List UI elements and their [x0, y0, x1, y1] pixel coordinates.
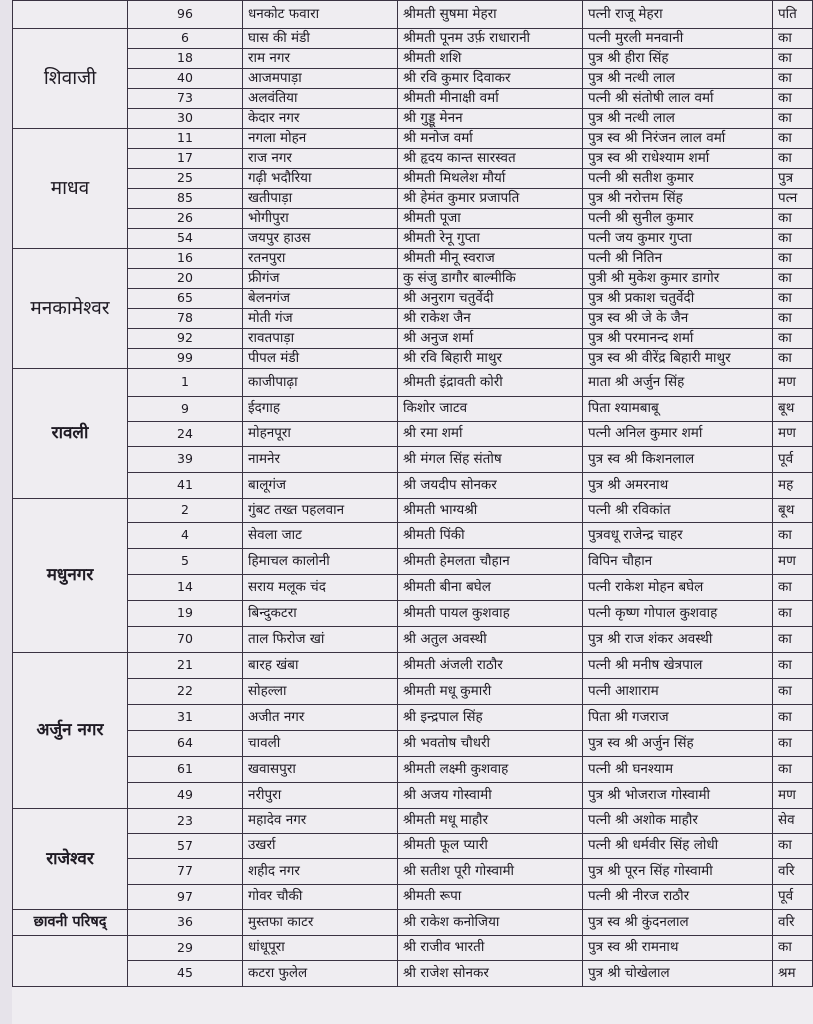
zone-name-cell [13, 936, 128, 987]
relation-cell: पत्नी मुरली मनवानी [583, 29, 773, 49]
relation-cell: पत्नी श्री सतीश कुमार [583, 169, 773, 189]
ward-cell: गुंबट तख्त पहलवान [243, 499, 398, 523]
table-row [13, 783, 813, 809]
no-cell: 70 [128, 627, 243, 653]
ward-cell: काजीपाढ़ा [243, 369, 398, 397]
table-row [13, 29, 813, 49]
relation-cell: पुत्र स्व श्री रामनाथ [583, 936, 773, 961]
table-row [13, 129, 813, 149]
ward-cell: जयपुर हाउस [243, 229, 398, 249]
no-cell: 16 [128, 249, 243, 269]
table-row [13, 936, 813, 961]
name-cell: श्री जयदीप सोनकर [398, 473, 583, 499]
table-row [13, 885, 813, 910]
extra-cell: पूर्व [773, 447, 813, 473]
table-row [13, 627, 813, 653]
extra-cell: का [773, 129, 813, 149]
name-cell: श्रीमती मिथलेश मौर्या [398, 169, 583, 189]
ward-cell: मुस्तफा काटर [243, 910, 398, 936]
table-row [13, 269, 813, 289]
extra-cell: का [773, 249, 813, 269]
extra-cell: का [773, 69, 813, 89]
no-cell: 31 [128, 705, 243, 731]
ward-cell: उखर्रा [243, 834, 398, 859]
relation-cell: पुत्र स्व श्री कुंदनलाल [583, 910, 773, 936]
name-cell: श्री अनुज शर्मा [398, 329, 583, 349]
page-left-margin [0, 0, 12, 1024]
ward-cell: बेलनगंज [243, 289, 398, 309]
extra-cell: का [773, 679, 813, 705]
relation-cell: पत्नी श्री सुनील कुमार [583, 209, 773, 229]
name-cell: श्री हृदय कान्त सारस्वत [398, 149, 583, 169]
extra-cell: का [773, 653, 813, 679]
extra-cell: वरि [773, 910, 813, 936]
table-row [13, 705, 813, 731]
name-cell: श्रीमती इंद्रावती कोरी [398, 369, 583, 397]
no-cell: 54 [128, 229, 243, 249]
name-cell: श्रीमती पूनम उर्फ़ राधारानी [398, 29, 583, 49]
ward-cell: धनकोट फवारा [243, 1, 398, 29]
no-cell: 23 [128, 809, 243, 834]
extra-cell: का [773, 109, 813, 129]
ward-cell: बारह खंबा [243, 653, 398, 679]
zone-name-cell: राजेश्वर [13, 809, 128, 910]
extra-cell: बूथ [773, 499, 813, 523]
table-row [13, 653, 813, 679]
extra-cell: का [773, 29, 813, 49]
ward-cell: गढ़ी भदौरिया [243, 169, 398, 189]
ward-cell: सराय मलूक चंद [243, 575, 398, 601]
name-cell: किशोर जाटव [398, 397, 583, 422]
extra-cell: का [773, 229, 813, 249]
relation-cell: पुत्री श्री मुकेश कुमार डागोर [583, 269, 773, 289]
relation-cell: पत्नी श्री रविकांत [583, 499, 773, 523]
zone-name-cell: अर्जुन नगर [13, 653, 128, 809]
zone-name-cell: माधव [13, 129, 128, 249]
relation-cell: पिता श्री गजराज [583, 705, 773, 731]
ward-cell: बालूगंज [243, 473, 398, 499]
name-cell: श्रीमती लक्ष्मी कुशवाह [398, 757, 583, 783]
ward-cell: पीपल मंडी [243, 349, 398, 369]
name-cell: श्री रवि कुमार दिवाकर [398, 69, 583, 89]
no-cell: 22 [128, 679, 243, 705]
ward-cell: नामनेर [243, 447, 398, 473]
name-cell: श्रीमती शशि [398, 49, 583, 69]
relation-cell: पुत्र श्री नरोत्तम सिंह [583, 189, 773, 209]
ward-cell: खवासपुरा [243, 757, 398, 783]
no-cell: 65 [128, 289, 243, 309]
name-cell: श्रीमती मीनू स्वराज [398, 249, 583, 269]
relation-cell: पुत्र श्री नत्थी लाल [583, 109, 773, 129]
name-cell: श्री इन्द्रपाल सिंह [398, 705, 583, 731]
name-cell: श्री राजेश सोनकर [398, 961, 583, 987]
name-cell: श्रीमती भाग्यश्री [398, 499, 583, 523]
relation-cell: पुत्र स्व श्री किशनलाल [583, 447, 773, 473]
relation-cell: पुत्र स्व श्री जे के जैन [583, 309, 773, 329]
no-cell: 77 [128, 859, 243, 885]
table-row [13, 189, 813, 209]
extra-cell: का [773, 329, 813, 349]
no-cell: 41 [128, 473, 243, 499]
table-row [13, 349, 813, 369]
no-cell: 19 [128, 601, 243, 627]
name-cell: श्री राजीव भारती [398, 936, 583, 961]
name-cell: श्रीमती मीनाक्षी वर्मा [398, 89, 583, 109]
table-row [13, 834, 813, 859]
table-row [13, 679, 813, 705]
relation-cell: पत्नी राजू मेहरा [583, 1, 773, 29]
ward-cell: धांधूपूरा [243, 936, 398, 961]
relation-cell: पत्नी श्री अशोक माहौर [583, 809, 773, 834]
table-row [13, 499, 813, 523]
extra-cell: का [773, 731, 813, 757]
ward-cell: रावतपाड़ा [243, 329, 398, 349]
extra-cell: पत्न [773, 189, 813, 209]
extra-cell: का [773, 523, 813, 549]
table-row [13, 149, 813, 169]
ward-cell: राम नगर [243, 49, 398, 69]
name-cell: श्रीमती बीना बघेल [398, 575, 583, 601]
ward-cell: गोवर चौकी [243, 885, 398, 910]
extra-cell: पूर्व [773, 885, 813, 910]
relation-cell: पत्नी श्री नितिन [583, 249, 773, 269]
table-row [13, 549, 813, 575]
relation-cell: पुत्रवधू राजेन्द्र चाहर [583, 523, 773, 549]
table-row [13, 422, 813, 447]
ward-cell: हिमाचल कालोनी [243, 549, 398, 575]
zone-name-cell: रावली [13, 369, 128, 499]
name-cell: कु संजु डागौर बाल्मीकि [398, 269, 583, 289]
relation-cell: पुत्र श्री राज शंकर अवस्थी [583, 627, 773, 653]
name-cell: श्रीमती फूल प्यारी [398, 834, 583, 859]
ward-cell: बिन्दुकटरा [243, 601, 398, 627]
extra-cell: मह [773, 473, 813, 499]
no-cell: 30 [128, 109, 243, 129]
no-cell: 20 [128, 269, 243, 289]
name-cell: श्रीमती रेनू गुप्ता [398, 229, 583, 249]
no-cell: 1 [128, 369, 243, 397]
ward-cell: रतनपुरा [243, 249, 398, 269]
extra-cell: का [773, 289, 813, 309]
name-cell: श्रीमती मधू कुमारी [398, 679, 583, 705]
table-row [13, 289, 813, 309]
extra-cell: का [773, 601, 813, 627]
ward-cell: केदार नगर [243, 109, 398, 129]
ward-cell: शहीद नगर [243, 859, 398, 885]
no-cell: 49 [128, 783, 243, 809]
extra-cell: मण [773, 369, 813, 397]
relation-cell: पुत्र श्री चोखेलाल [583, 961, 773, 987]
ward-cell: महादेव नगर [243, 809, 398, 834]
name-cell: श्री अतुल अवस्थी [398, 627, 583, 653]
extra-cell: का [773, 757, 813, 783]
name-cell: श्रीमती पूजा [398, 209, 583, 229]
ward-cell: नगला मोहन [243, 129, 398, 149]
relation-cell: पत्नी कृष्ण गोपाल कुशवाह [583, 601, 773, 627]
ward-cell: ताल फिरोज खां [243, 627, 398, 653]
name-cell: श्री अनुराग चतुर्वेदी [398, 289, 583, 309]
no-cell: 96 [128, 1, 243, 29]
extra-cell: का [773, 705, 813, 731]
zone-name-cell: शिवाजी [13, 29, 128, 129]
name-cell: श्रीमती मधू माहौर [398, 809, 583, 834]
relation-cell: पत्नी अनिल कुमार शर्मा [583, 422, 773, 447]
no-cell: 25 [128, 169, 243, 189]
relation-cell: पुत्र श्री हीरा सिंह [583, 49, 773, 69]
no-cell: 73 [128, 89, 243, 109]
name-cell: श्री रमा शर्मा [398, 422, 583, 447]
no-cell: 61 [128, 757, 243, 783]
ward-cell: भोगीपुरा [243, 209, 398, 229]
name-cell: श्री मंगल सिंह संतोष [398, 447, 583, 473]
extra-cell: मण [773, 422, 813, 447]
no-cell: 64 [128, 731, 243, 757]
extra-cell: का [773, 149, 813, 169]
table-row [13, 49, 813, 69]
no-cell: 2 [128, 499, 243, 523]
name-cell: श्रीमती अंजली राठौर [398, 653, 583, 679]
table-row [13, 910, 813, 936]
table-row [13, 169, 813, 189]
name-cell: श्री हेमंत कुमार प्रजापति [398, 189, 583, 209]
ward-cell: अलवंतिया [243, 89, 398, 109]
no-cell: 18 [128, 49, 243, 69]
ward-cell: राज नगर [243, 149, 398, 169]
table-row [13, 859, 813, 885]
table-row [13, 447, 813, 473]
name-cell: श्रीमती पायल कुशवाह [398, 601, 583, 627]
extra-cell: का [773, 209, 813, 229]
relation-cell: पुत्र स्व श्री अर्जुन सिंह [583, 731, 773, 757]
extra-cell: का [773, 89, 813, 109]
table-row [13, 69, 813, 89]
extra-cell: का [773, 309, 813, 329]
extra-cell: मण [773, 783, 813, 809]
table-row [13, 309, 813, 329]
ward-cell: अजीत नगर [243, 705, 398, 731]
relation-cell: पत्नी श्री नीरज राठौर [583, 885, 773, 910]
ward-cell: ईदगाह [243, 397, 398, 422]
name-cell: श्रीमती पिंकी [398, 523, 583, 549]
no-cell: 14 [128, 575, 243, 601]
relation-cell: पत्नी श्री मनीष खेत्रपाल [583, 653, 773, 679]
ward-cell: कटरा फुलेल [243, 961, 398, 987]
table-row [13, 523, 813, 549]
table-row [13, 757, 813, 783]
relation-cell: पत्नी राकेश मोहन बघेल [583, 575, 773, 601]
no-cell: 29 [128, 936, 243, 961]
name-cell: श्री सतीश पूरी गोस्वामी [398, 859, 583, 885]
relation-cell: पिता श्यामबाबू [583, 397, 773, 422]
table-row [13, 809, 813, 834]
zone-name-cell: मधुनगर [13, 499, 128, 653]
table-row [13, 473, 813, 499]
table-row [13, 961, 813, 987]
no-cell: 21 [128, 653, 243, 679]
extra-cell: का [773, 49, 813, 69]
relation-cell: पत्नी श्री संतोषी लाल वर्मा [583, 89, 773, 109]
ward-cell: सोहल्ला [243, 679, 398, 705]
ward-cell: चावली [243, 731, 398, 757]
ward-cell: आजमपाड़ा [243, 69, 398, 89]
ward-cell: खतीपाड़ा [243, 189, 398, 209]
table-row [13, 601, 813, 627]
ward-cell: सेवला जाट [243, 523, 398, 549]
extra-cell: का [773, 834, 813, 859]
no-cell: 97 [128, 885, 243, 910]
name-cell: श्री मनोज वर्मा [398, 129, 583, 149]
no-cell: 4 [128, 523, 243, 549]
ward-cell: घास की मंडी [243, 29, 398, 49]
relation-cell: पत्नी श्री धर्मवीर सिंह लोधी [583, 834, 773, 859]
ward-cell: मोहनपूरा [243, 422, 398, 447]
table-row [13, 89, 813, 109]
extra-cell: वरि [773, 859, 813, 885]
relation-cell: माता श्री अर्जुन सिंह [583, 369, 773, 397]
relation-cell: पत्नी श्री घनश्याम [583, 757, 773, 783]
extra-cell: का [773, 936, 813, 961]
name-cell: श्री गुड्डू मेनन [398, 109, 583, 129]
table-row [13, 397, 813, 422]
relation-cell: विपिन चौहान [583, 549, 773, 575]
relation-cell: पुत्र श्री नत्थी लाल [583, 69, 773, 89]
zone-name-cell: छावनी परिषद् [13, 910, 128, 936]
relation-cell: पत्नी आशाराम [583, 679, 773, 705]
relation-cell: पुत्र स्व श्री निरंजन लाल वर्मा [583, 129, 773, 149]
extra-cell: मण [773, 549, 813, 575]
extra-cell: बूथ [773, 397, 813, 422]
ward-cell: नरीपुरा [243, 783, 398, 809]
no-cell: 40 [128, 69, 243, 89]
relation-cell: पत्नी जय कुमार गुप्ता [583, 229, 773, 249]
relation-cell: पुत्र श्री पूरन सिंह गोस्वामी [583, 859, 773, 885]
table-row [13, 329, 813, 349]
name-cell: श्रीमती सुषमा मेहरा [398, 1, 583, 29]
no-cell: 99 [128, 349, 243, 369]
ward-cell: मोती गंज [243, 309, 398, 329]
extra-cell: का [773, 269, 813, 289]
no-cell: 24 [128, 422, 243, 447]
relation-cell: पुत्र स्व श्री वीरेंद्र बिहारी माथुर [583, 349, 773, 369]
table-row [13, 1, 813, 29]
name-cell: श्री रवि बिहारी माथुर [398, 349, 583, 369]
table-row [13, 731, 813, 757]
no-cell: 57 [128, 834, 243, 859]
table-row [13, 249, 813, 269]
extra-cell: का [773, 349, 813, 369]
extra-cell: पति [773, 1, 813, 29]
table-row [13, 229, 813, 249]
no-cell: 36 [128, 910, 243, 936]
no-cell: 92 [128, 329, 243, 349]
extra-cell: श्रम [773, 961, 813, 987]
no-cell: 85 [128, 189, 243, 209]
name-cell: श्री राकेश कनोजिया [398, 910, 583, 936]
no-cell: 78 [128, 309, 243, 329]
no-cell: 5 [128, 549, 243, 575]
no-cell: 39 [128, 447, 243, 473]
extra-cell: का [773, 575, 813, 601]
extra-cell: पुत्र [773, 169, 813, 189]
name-cell: श्री राकेश जैन [398, 309, 583, 329]
relation-cell: पुत्र श्री प्रकाश चतुर्वेदी [583, 289, 773, 309]
no-cell: 11 [128, 129, 243, 149]
name-cell: श्रीमती रूपा [398, 885, 583, 910]
extra-cell: का [773, 627, 813, 653]
name-cell: श्रीमती हेमलता चौहान [398, 549, 583, 575]
relation-cell: पुत्र श्री परमानन्द शर्मा [583, 329, 773, 349]
office-bearer-table [12, 0, 813, 987]
name-cell: श्री भवतोष चौधरी [398, 731, 583, 757]
table-row [13, 109, 813, 129]
relation-cell: पुत्र स्व श्री राधेश्याम शर्मा [583, 149, 773, 169]
relation-cell: पुत्र श्री भोजराज गोस्वामी [583, 783, 773, 809]
relation-cell: पुत्र श्री अमरनाथ [583, 473, 773, 499]
no-cell: 17 [128, 149, 243, 169]
zone-name-cell: मनकामेश्वर [13, 249, 128, 369]
no-cell: 6 [128, 29, 243, 49]
table-row [13, 575, 813, 601]
table-row [13, 369, 813, 397]
no-cell: 45 [128, 961, 243, 987]
ward-cell: फ्रीगंज [243, 269, 398, 289]
name-cell: श्री अजय गोस्वामी [398, 783, 583, 809]
no-cell: 26 [128, 209, 243, 229]
table-row [13, 209, 813, 229]
no-cell: 9 [128, 397, 243, 422]
zone-name-cell [13, 1, 128, 29]
extra-cell: सेव [773, 809, 813, 834]
